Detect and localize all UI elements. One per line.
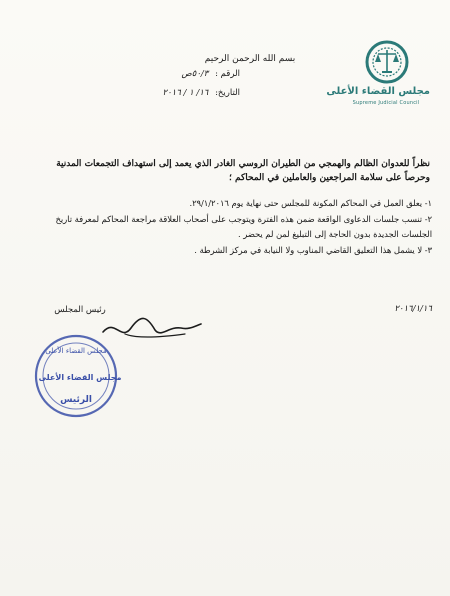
intro-paragraph: نظراً للعدوان الظالم والهمجي من الطيران الروسي الغادر الذي يعمد إلى استهداف التجمعات المدنية وحرصاً على سلامة المراجعين والعاملين في المحاكم ؛	[56, 159, 430, 183]
reference-value: ٥٠/٣ص	[181, 69, 209, 79]
header-date	[80, 88, 240, 98]
council-logo	[326, 40, 430, 110]
official-seal	[30, 330, 122, 422]
list-item: ٣- لا يشمل هذا التعليق القاضي المناوب ولا النيابة في مركز الشرطة .	[194, 244, 432, 255]
date-value: ١٦/ ١ / ٢٠١٦	[162, 88, 209, 98]
logo-arabic-name: مجلس القضاء الأعلى	[326, 86, 430, 97]
date-label: التاريخ:	[215, 88, 240, 98]
scales-of-justice-icon	[358, 40, 416, 86]
seal-text-bottom: الرئيس	[60, 395, 92, 405]
footer-date: ٢٠١٦/١/١٦	[394, 304, 432, 314]
logo-english-name: Supreme Judicial Council	[352, 100, 420, 106]
basmala: بسم الله الرحمن الرحيم	[204, 54, 296, 64]
reference-label: الرقم :	[215, 69, 240, 79]
list-item: ١- يعلق العمل في المحاكم المكونة للمجلس حتى نهاية يوم ٢٩/١/٢٠١٦.	[189, 198, 432, 208]
seal-text-mid: مجلس القضاء الأعلى	[38, 373, 122, 382]
signer-title: رئيس المجلس	[54, 305, 106, 315]
reference-number	[80, 69, 240, 79]
list-item: ٢- تنسب جلسات الدعاوى الواقعة ضمن هذه الفترة ويتوجب على أصحاب العلاقة مراجعة المحاكم لمعرفة تاريخ الجلسات الجديدة بدون الحاجة إلى التبليغ لمن لم يحضر .	[55, 213, 432, 239]
seal-text-top: مجلس القضاء الأعلى	[45, 347, 107, 355]
decision-list	[26, 196, 432, 258]
